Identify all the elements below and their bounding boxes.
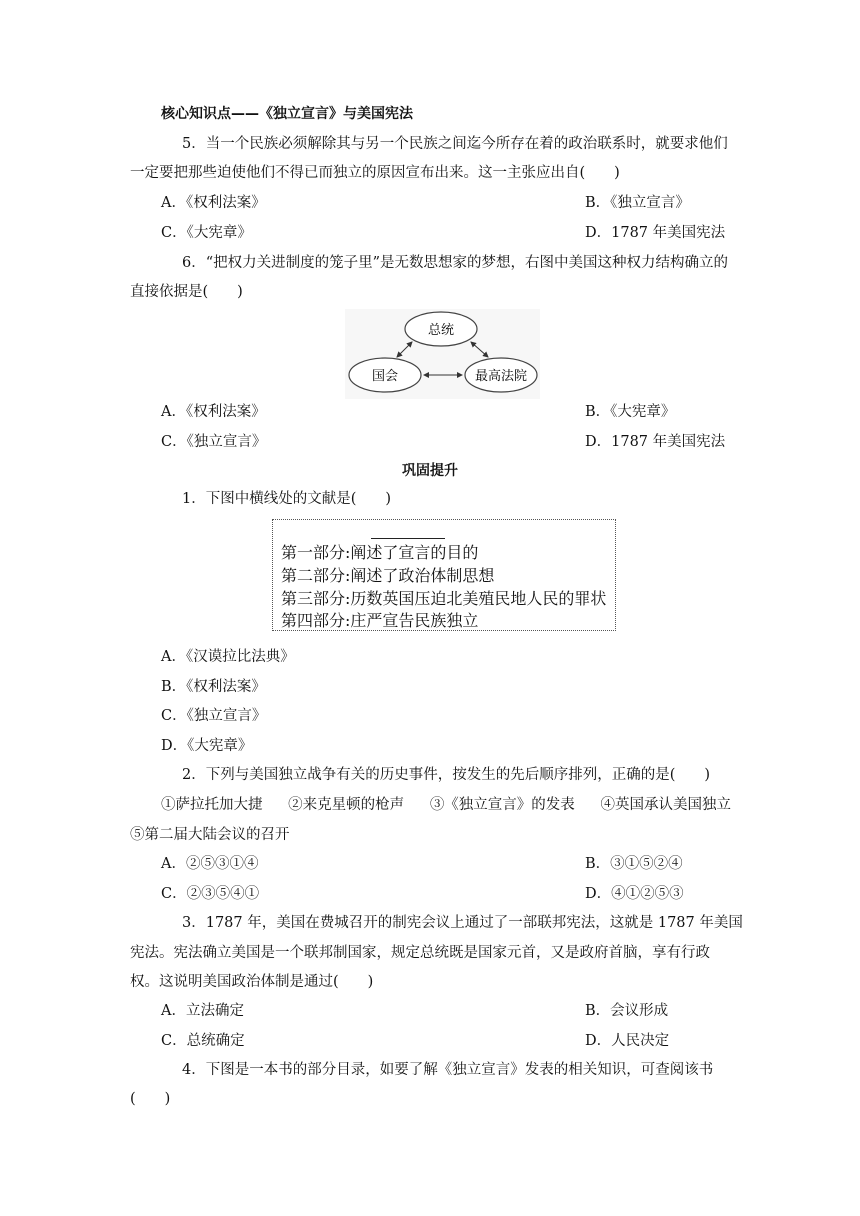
document-outline-box xyxy=(272,519,616,631)
q6-stem-line2: 直接依据是( ) xyxy=(130,284,243,300)
q1-option-d: D．《大宪章》 xyxy=(161,738,253,754)
q6-option-a: A．《权利法案》 xyxy=(161,404,266,420)
q6-stem-line1: 6．“把权力关进制度的笼子里”是无数思想家的梦想，右图中美国这种权力结构确立的 xyxy=(182,255,729,271)
q2-stem: 2．下列与美国独立战争有关的历史事件，按发生的先后顺序排列，正确的是( ) xyxy=(182,767,711,783)
q3-option-c: C．总统确定 xyxy=(161,1033,245,1049)
q3-stem-line1: 3．1787 年，美国在费城召开的制宪会议上通过了一部联邦宪法，这就是 1787 年美国 xyxy=(182,915,743,931)
outline-part-4: 第四部分:庄严宣告民族独立 xyxy=(281,611,479,630)
q2-option-a: A．②⑤③①④ xyxy=(161,856,259,872)
blank-line xyxy=(371,538,445,539)
node-congress-label: 国会 xyxy=(371,369,399,384)
outline-part-2: 第二部分:阐述了政治体制思想 xyxy=(281,566,495,585)
section-heading-consolidate: 巩固提升 xyxy=(402,463,458,479)
q5-option-d: D．1787 年美国宪法 xyxy=(585,225,726,241)
power-structure-diagram xyxy=(345,309,540,399)
q1-option-b: B．《权利法案》 xyxy=(161,679,266,695)
q1-stem: 1．下图中横线处的文献是( ) xyxy=(182,491,392,507)
q5-option-b: B．《独立宣言》 xyxy=(585,195,690,211)
q2-events-row xyxy=(161,795,731,815)
outline-part-3: 第三部分:历数英国压迫北美殖民地人民的罪状 xyxy=(281,589,607,608)
q1-option-c: C．《独立宣言》 xyxy=(161,708,267,724)
q2-option-c: C．②③⑤④① xyxy=(161,886,260,902)
q5-option-a: A．《权利法案》 xyxy=(161,195,266,211)
q5-stem-line1: 5．当一个民族必须解除其与另一个民族之间迄今所存在着的政治联系时，就要求他们 xyxy=(182,136,728,152)
q6-option-d: D．1787 年美国宪法 xyxy=(585,434,726,450)
q3-option-b: B．会议形成 xyxy=(585,1003,669,1019)
q5-option-c: C．《大宪章》 xyxy=(161,225,252,241)
node-president-label: 总统 xyxy=(427,323,455,338)
q3-stem-line3: 权。这说明美国政治体制是通过( ) xyxy=(130,974,374,990)
q5-stem-line2: 一定要把那些迫使他们不得已而独立的原因宣布出来。这一主张应出自( ) xyxy=(130,165,620,181)
node-supreme-court-label: 最高法院 xyxy=(474,369,528,384)
q2-event-3: ③《独立宣言》的发表 xyxy=(429,797,575,813)
q2-event-2: ②来克星顿的枪声 xyxy=(288,797,405,813)
q4-stem-line1: 4．下图是一本书的部分目录，如要了解《独立宣言》发表的相关知识，可查阅该书 xyxy=(182,1062,714,1078)
q4-stem-line2: ( ) xyxy=(130,1091,171,1107)
q2-event-4: ④英国承认美国独立 xyxy=(600,797,731,813)
q2-option-b: B．③①⑤②④ xyxy=(585,856,683,872)
q3-stem-line2: 宪法。宪法确立美国是一个联邦制国家，规定总统既是国家元首，又是政府首脑，享有行政 xyxy=(130,945,710,961)
q6-option-c: C．《独立宣言》 xyxy=(161,434,267,450)
q2-event-5: ⑤第二届大陆会议的召开 xyxy=(130,827,290,843)
q3-option-d: D．人民决定 xyxy=(585,1033,670,1049)
section-heading-core: 核心知识点——《独立宣言》与美国宪法 xyxy=(161,106,413,122)
q3-option-a: A．立法确定 xyxy=(161,1003,244,1019)
q2-option-d: D．④①②⑤③ xyxy=(585,886,684,902)
q6-option-b: B．《大宪章》 xyxy=(585,404,676,420)
outline-part-1: 第一部分:阐述了宣言的目的 xyxy=(281,543,479,562)
q2-event-1: ①萨拉托加大捷 xyxy=(161,797,263,813)
q1-option-a: A．《汉谟拉比法典》 xyxy=(161,649,295,665)
